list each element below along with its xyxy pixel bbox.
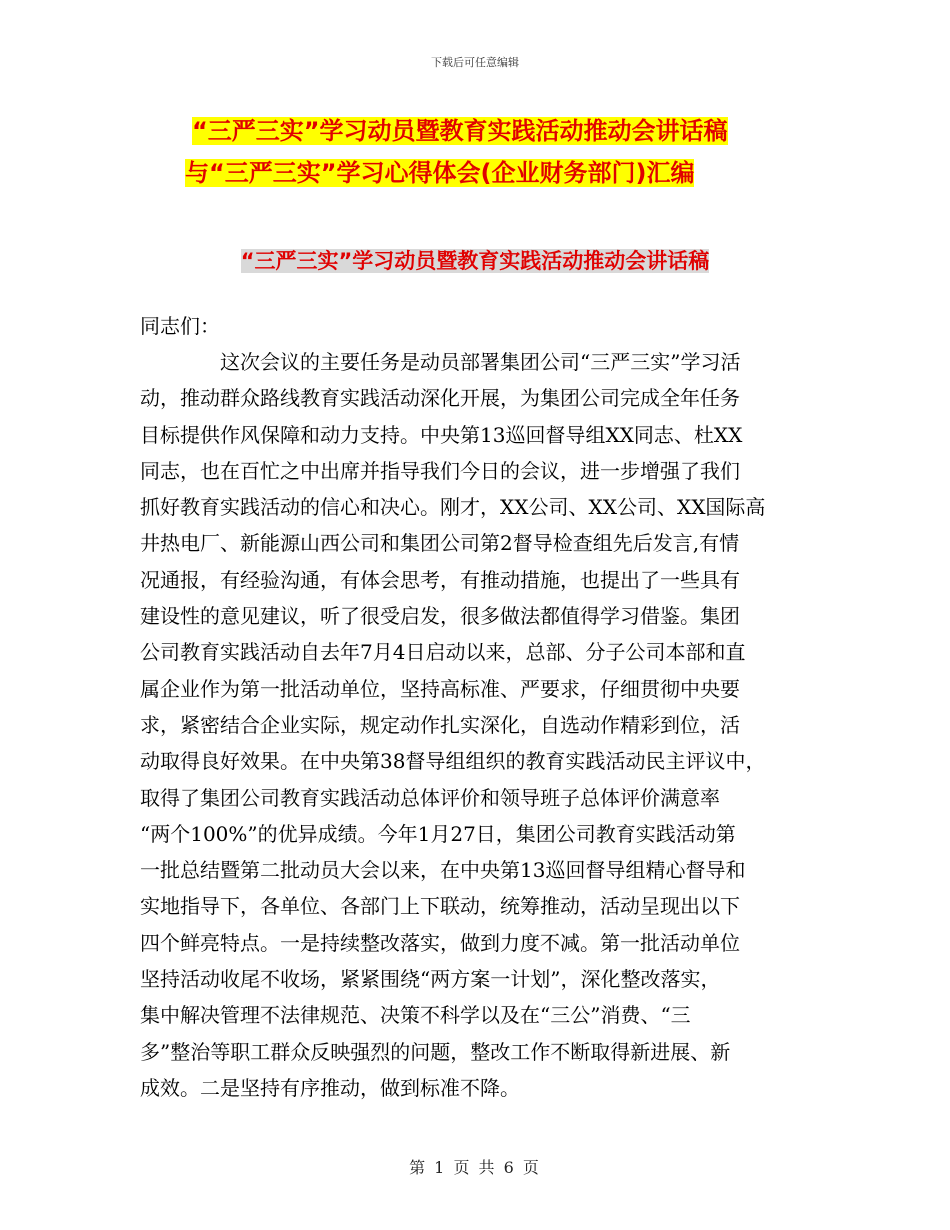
body-line: 同志，也在百忙之中出席并指导我们今日的会议，进一步增强了我们: [140, 458, 740, 483]
body-line: 一批总结暨第二批动员大会以来，在中央第13巡回督导组精心督导和: [140, 858, 746, 883]
section-title: [0, 246, 950, 276]
page-header-note: 下载后可任意编辑: [431, 56, 519, 69]
body-line: 属企业作为第一批活动单位，坚持高标准、严要求，仔细贯彻中央要: [140, 676, 740, 701]
body-line: 取得了集团公司教育实践活动总体评价和领导班子总体评价满意率: [140, 785, 720, 810]
body-line: 成效。二是坚持有序推动，做到标准不降。: [140, 1075, 520, 1100]
body-line: 目标提供作风保障和动力支持。中央第13巡回督导组XX同志、杜XX: [140, 422, 743, 447]
body-line: 坚持活动收尾不收场，紧紧围绕“两方案一计划”，深化整改落实，: [140, 967, 721, 992]
body-line: 多”整治等职工群众反映强烈的问题，整改工作不断取得新进展、新: [140, 1039, 731, 1064]
body-line: 井热电厂、新能源山西公司和集团公司第2督导检查组先后发言,有情: [140, 531, 740, 556]
page-number-footer: 第 1 页 共 6 页: [409, 1158, 541, 1177]
body-line: 公司教育实践活动自去年7月4日启动以来，总部、分子公司本部和直: [140, 640, 746, 665]
body-line: 求，紧密结合企业实际，规定动作扎实深化，自选动作精彩到位，活: [140, 712, 740, 737]
body-line: 况通报，有经验沟通，有体会思考，有推动措施，也提出了一些具有: [140, 567, 740, 592]
body-line: 动取得良好效果。在中央第38督导组组织的教育实践活动民主评议中，: [140, 749, 766, 774]
body-line: 建设性的意见建议，听了很受启发，很多做法都值得学习借鉴。集团: [140, 604, 740, 629]
section-title-text: “三严三实”学习动员暨教育实践活动推动会讲话稿: [240, 249, 710, 273]
body-line: 集中解决管理不法律规范、决策不科学以及在“三公”消费、“三: [140, 1003, 691, 1028]
body-line: 动，推动群众路线教育实践活动深化开展，为集团公司完成全年任务: [140, 386, 740, 411]
document-title-line-1: [192, 116, 832, 146]
body-line: 四个鲜亮特点。一是持续整改落实，做到力度不减。第一批活动单位: [140, 930, 740, 955]
body-line: 这次会议的主要任务是动员部署集团公司“三严三实”学习活: [220, 350, 741, 374]
salutation: 同志们：: [140, 314, 220, 338]
document-title-line-2-text: 与“三严三实”学习心得体会(企业财务部门)汇编: [185, 159, 695, 187]
body-line: 抓好教育实践活动的信心和决心。刚才，XX公司、XX公司、XX国际高: [140, 495, 766, 520]
document-title-line-2: [185, 158, 825, 188]
body-paragraph: [140, 344, 812, 1106]
document-title-line-1-text: “三严三实”学习动员暨教育实践活动推动会讲话稿: [192, 117, 728, 145]
body-line: 实地指导下，各单位、各部门上下联动，统筹推动，活动呈现出以下: [140, 894, 740, 919]
body-line: “两个100%”的优异成绩。今年1月27日，集团公司教育实践活动第: [140, 821, 736, 846]
